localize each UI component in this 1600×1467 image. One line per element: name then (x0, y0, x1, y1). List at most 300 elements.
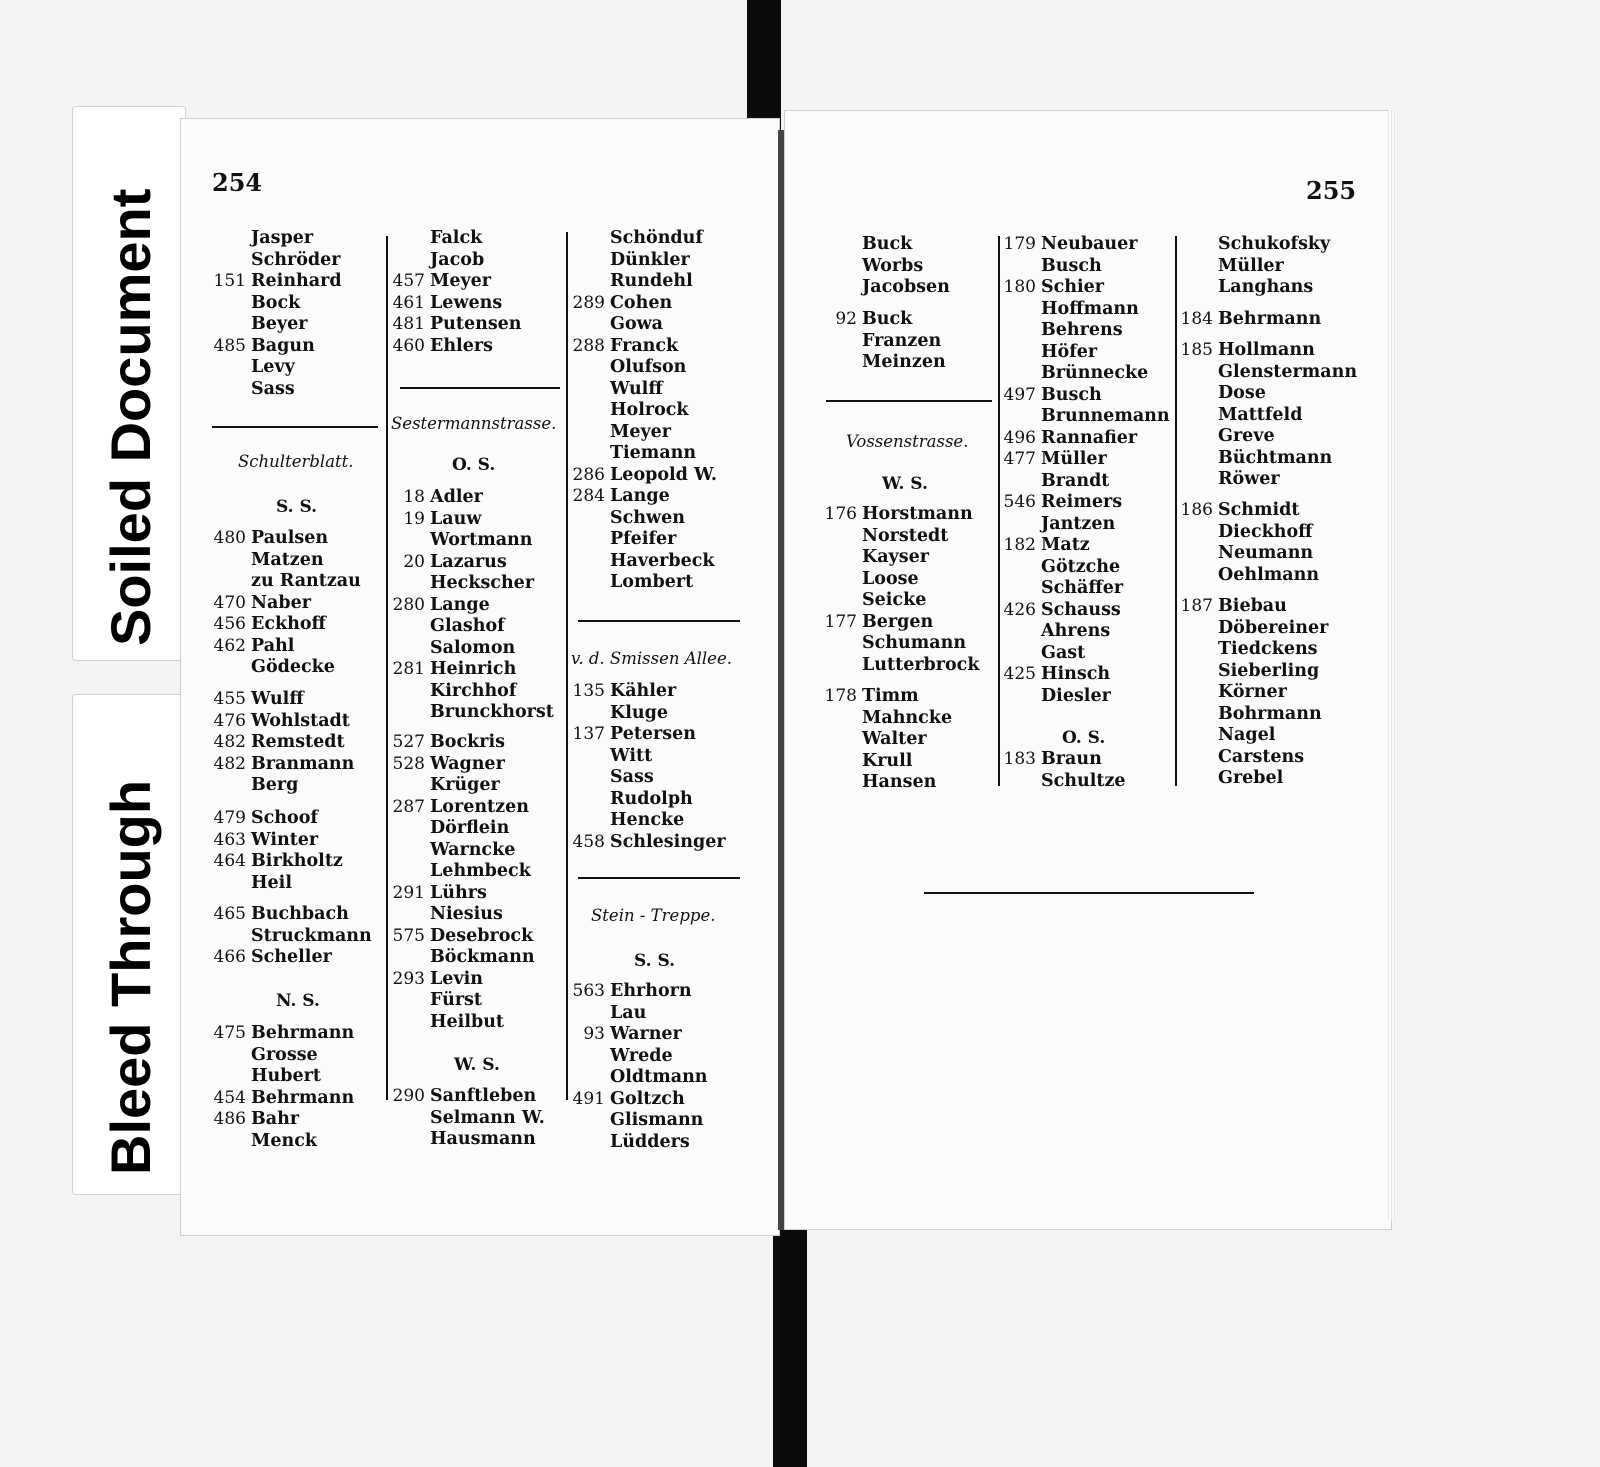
house-number: 187 (1180, 596, 1213, 616)
right-page-number: 255 (1306, 176, 1357, 205)
resident-name: Behrmann (1218, 309, 1322, 329)
resident-name: Lüdders (610, 1131, 690, 1152)
directory-entry (430, 818, 535, 840)
resident-name: Levin (430, 968, 483, 989)
column-divider (386, 236, 388, 1100)
resident-name: Schmidt (1218, 500, 1300, 520)
resident-name: Dünkler (610, 249, 690, 270)
resident-name: Lührs (430, 882, 487, 903)
resident-name: Tiemann (610, 443, 697, 463)
resident-name: Dieckhoff (1218, 521, 1313, 542)
directory-entry (392, 732, 535, 754)
directory-entry (213, 808, 343, 830)
resident-name: Gowa (610, 314, 664, 334)
directory-entry (862, 751, 952, 773)
resident-name: Braun (1041, 749, 1102, 769)
resident-name: Nagel (1218, 725, 1276, 745)
resident-name: Berg (251, 775, 299, 795)
resident-name: Bahr (251, 1109, 300, 1129)
directory-entry (251, 1131, 354, 1153)
resident-name: Kirchhof (430, 680, 517, 701)
house-number: 482 (213, 732, 246, 752)
resident-name: Holrock (610, 400, 689, 420)
resident-name: Schröder (251, 249, 341, 270)
directory-entry (1218, 256, 1330, 278)
resident-name: Hoffmann (1041, 298, 1139, 319)
house-number: 20 (403, 551, 425, 572)
house-number: 496 (1003, 427, 1036, 448)
directory-entry (1041, 363, 1170, 385)
directory-entry (403, 508, 554, 531)
directory-entry (610, 400, 717, 422)
directory-entry (1218, 704, 1328, 726)
directory-entry (862, 352, 946, 374)
resident-name: Meyer (430, 271, 492, 291)
directory-entry (430, 638, 554, 660)
directory-entry (1041, 299, 1170, 321)
column-5-block-2 (1003, 749, 1126, 792)
house-number: 461 (392, 292, 425, 313)
left-page-number: 254 (212, 168, 263, 197)
directory-entry (1003, 749, 1126, 771)
resident-name: Bockris (430, 732, 505, 752)
resident-name: Matzen (251, 549, 324, 570)
directory-entry (392, 1086, 545, 1108)
directory-entry (610, 529, 717, 551)
book-gutter (778, 130, 784, 1230)
street-heading: Stein - Treppe. (591, 906, 716, 925)
house-number: 475 (213, 1023, 246, 1043)
resident-name: Schumann (862, 633, 967, 653)
section-rule (578, 620, 740, 622)
resident-name: Böckmann (430, 947, 535, 967)
house-number: 151 (213, 271, 246, 291)
directory-entry (1003, 234, 1170, 256)
resident-name: Lehmbeck (430, 861, 531, 881)
house-number: 182 (1003, 535, 1036, 555)
directory-entry (610, 703, 726, 725)
resident-name: Wortmann (430, 530, 533, 550)
resident-name: Langhans (1218, 277, 1314, 297)
resident-name: Schukofsky (1218, 234, 1331, 254)
directory-entry (430, 228, 522, 250)
directory-entry (862, 277, 950, 299)
directory-entry (1180, 309, 1322, 331)
directory-entry (1218, 448, 1357, 470)
resident-name: Kayser (862, 547, 929, 567)
resident-name: Schwen (610, 507, 685, 528)
directory-entry (572, 335, 717, 358)
resident-name: zu Rantzau (251, 571, 361, 591)
column-4-block-3 (824, 504, 980, 676)
house-number: 93 (583, 1024, 605, 1044)
directory-entry (610, 357, 717, 379)
directory-entry (572, 292, 717, 315)
column-divider (998, 236, 1000, 786)
column-1-block-4 (213, 808, 343, 894)
resident-name: Menck (251, 1130, 318, 1151)
resident-name: Hansen (862, 772, 937, 792)
directory-entry (213, 592, 361, 615)
resident-name: Beyer (251, 314, 308, 334)
resident-name: Buck (862, 309, 913, 329)
directory-entry (213, 335, 342, 358)
resident-name: Lorentzen (430, 796, 529, 817)
resident-name: Eckhoff (251, 614, 326, 634)
column-6-block-2 (1180, 309, 1322, 331)
resident-name: Lutterbrock (862, 654, 980, 675)
directory-entry (610, 422, 717, 444)
house-number: 176 (824, 504, 857, 524)
house-number: 284 (572, 486, 605, 506)
directory-entry (572, 486, 717, 508)
resident-name: Brandt (1041, 470, 1110, 491)
resident-name: Krüger (430, 775, 500, 795)
directory-entry (1180, 596, 1328, 618)
resident-name: Schönduf (610, 228, 703, 248)
resident-name: Heil (251, 872, 292, 893)
directory-entry (430, 681, 554, 703)
resident-name: Lauw (430, 508, 482, 529)
directory-entry (572, 831, 726, 854)
side-heading: S. S. (634, 951, 676, 971)
resident-name: Wulff (610, 378, 663, 399)
directory-entry (392, 925, 535, 948)
resident-name: Kähler (610, 681, 677, 701)
directory-entry (1041, 471, 1170, 493)
section-rule (212, 426, 378, 428)
directory-entry (430, 861, 535, 883)
directory-entry (1041, 342, 1170, 364)
directory-entry (251, 775, 354, 797)
house-number: 477 (1003, 449, 1036, 469)
directory-entry (1003, 664, 1170, 686)
section-rule (924, 892, 1254, 894)
directory-entry (430, 1012, 535, 1034)
resident-name: Matz (1041, 535, 1090, 555)
house-number: 454 (213, 1087, 246, 1108)
column-divider (1175, 236, 1177, 786)
directory-entry (430, 947, 535, 969)
resident-name: Neubauer (1041, 234, 1138, 254)
resident-name: Schauss (1041, 599, 1121, 620)
house-number: 135 (572, 681, 605, 701)
house-number: 178 (824, 686, 857, 706)
directory-entry (403, 487, 554, 509)
directory-entry (1003, 449, 1170, 471)
resident-name: Meyer (610, 421, 672, 442)
side-heading: O. S. (452, 455, 496, 475)
directory-entry (1218, 661, 1328, 683)
resident-name: Ahrens (1041, 621, 1111, 641)
resident-name: Lewens (430, 292, 503, 313)
resident-name: Wrede (610, 1045, 673, 1066)
house-number: 463 (213, 829, 246, 850)
directory-entry (1218, 362, 1357, 384)
soiled-document-label: Soiled Document (99, 188, 162, 646)
resident-name: Worbs (862, 255, 924, 276)
directory-entry (251, 250, 342, 272)
directory-entry (1003, 277, 1170, 299)
house-number: 458 (572, 831, 605, 852)
column-2-block-3 (392, 732, 535, 1033)
resident-name: Schoof (251, 808, 318, 828)
resident-name: Schier (1041, 277, 1105, 297)
resident-name: Brünnecke (1041, 363, 1149, 383)
resident-name: Petersen (610, 724, 696, 744)
resident-name: Pfeifer (610, 529, 677, 549)
section-rule (400, 387, 560, 389)
directory-entry (392, 271, 522, 293)
directory-entry (251, 314, 342, 336)
directory-entry (610, 443, 717, 465)
directory-entry (1041, 256, 1170, 278)
resident-name: Leopold W. (610, 464, 718, 485)
directory-entry (1003, 427, 1170, 450)
resident-name: Jasper (251, 228, 314, 248)
resident-name: Hollmann (1218, 340, 1315, 360)
resident-name: Paulsen (251, 528, 329, 548)
directory-entry (430, 530, 554, 552)
resident-name: Grebel (1218, 768, 1284, 788)
resident-name: Behrens (1041, 320, 1123, 340)
house-number: 476 (213, 710, 246, 731)
house-number: 18 (403, 487, 425, 507)
resident-name: Dörflein (430, 818, 510, 838)
directory-entry (430, 250, 522, 272)
directory-entry (213, 1109, 354, 1131)
house-number: 465 (213, 904, 246, 924)
directory-entry (610, 810, 726, 832)
directory-entry (824, 504, 979, 526)
side-heading: W. S. (454, 1055, 500, 1075)
resident-name: Oehlmann (1218, 564, 1320, 585)
directory-entry (862, 772, 952, 794)
column-3-block-3 (572, 981, 708, 1153)
house-number: 528 (392, 753, 425, 774)
resident-name: Glashof (430, 616, 505, 636)
directory-entry (251, 926, 372, 948)
resident-name: Krull (862, 750, 913, 771)
directory-entry (610, 379, 717, 401)
directory-entry (610, 508, 717, 530)
house-number: 426 (1003, 599, 1036, 620)
resident-name: Brunnemann (1041, 406, 1170, 426)
house-number: 462 (213, 635, 246, 656)
resident-name: Reinhard (251, 271, 342, 291)
resident-name: Mattfeld (1218, 404, 1303, 425)
resident-name: Schlesinger (610, 831, 726, 852)
directory-entry (1218, 543, 1319, 565)
directory-entry (610, 551, 717, 573)
directory-entry (610, 746, 726, 768)
house-number: 563 (572, 981, 605, 1001)
directory-entry (1041, 578, 1170, 600)
resident-name: Sass (610, 767, 654, 787)
directory-entry (430, 840, 535, 862)
resident-name: Franck (610, 335, 679, 356)
directory-entry (610, 314, 717, 336)
directory-entry (251, 657, 361, 679)
directory-entry (1218, 725, 1328, 747)
house-number: 491 (572, 1088, 605, 1109)
resident-name: Wagner (430, 753, 505, 774)
resident-name: Olufson (610, 357, 687, 377)
directory-entry (251, 357, 342, 379)
directory-entry (1218, 639, 1328, 661)
resident-name: Röwer (1218, 469, 1280, 489)
directory-entry (213, 689, 354, 711)
resident-name: Carstens (1218, 746, 1305, 767)
directory-entry (213, 851, 343, 873)
directory-entry (862, 547, 979, 569)
directory-entry (1041, 557, 1170, 579)
resident-name: Lau (610, 1002, 647, 1023)
side-heading: W. S. (882, 474, 928, 494)
directory-entry (392, 594, 554, 617)
column-6-block-1 (1218, 234, 1330, 299)
column-4-block-4 (824, 686, 953, 794)
house-number: 546 (1003, 492, 1036, 512)
resident-name: Warncke (430, 839, 516, 860)
resident-name: Putensen (430, 314, 522, 334)
resident-name: Norstedt (862, 525, 949, 546)
house-number: 289 (572, 292, 605, 313)
resident-name: Busch (1041, 384, 1102, 405)
resident-name: Rundehl (610, 271, 693, 291)
resident-name: Sieberling (1218, 660, 1320, 681)
house-number: 460 (392, 335, 425, 356)
directory-entry (1003, 535, 1170, 557)
directory-entry (610, 1067, 708, 1089)
directory-entry (1041, 320, 1170, 342)
column-1-block-3 (213, 689, 355, 797)
resident-name: Jacobsen (862, 277, 950, 297)
directory-entry (835, 309, 946, 331)
resident-name: Niesius (430, 904, 503, 924)
resident-name: Diesler (1041, 685, 1111, 706)
directory-entry (824, 686, 952, 708)
directory-entry (213, 829, 343, 852)
directory-entry (572, 464, 718, 487)
directory-entry (610, 789, 726, 811)
house-number: 485 (213, 335, 246, 356)
directory-entry (213, 614, 361, 636)
house-number: 466 (213, 947, 246, 967)
resident-name: Heilbut (430, 1011, 505, 1032)
directory-entry (1218, 522, 1319, 544)
resident-name: Schultze (1041, 770, 1126, 791)
directory-entry (610, 1046, 708, 1068)
directory-entry (1041, 621, 1170, 643)
resident-name: Timm (862, 686, 919, 706)
directory-entry (1003, 492, 1170, 514)
house-number: 288 (572, 335, 605, 356)
house-number: 287 (392, 796, 425, 817)
resident-name: Levy (251, 357, 295, 377)
house-number: 456 (213, 614, 246, 634)
directory-entry (251, 571, 361, 593)
directory-entry (392, 292, 522, 315)
directory-entry (213, 753, 355, 776)
directory-entry (610, 572, 717, 594)
resident-name: Franzen (862, 330, 942, 351)
column-3-block-2 (572, 681, 726, 853)
directory-entry (1218, 469, 1357, 491)
directory-entry (430, 904, 535, 926)
directory-entry (862, 708, 952, 730)
directory-entry (862, 569, 979, 591)
resident-name: Müller (1041, 449, 1107, 469)
street-heading: Sestermannstrasse. (391, 414, 557, 433)
resident-name: Lazarus (430, 551, 507, 572)
directory-entry (392, 335, 522, 358)
resident-name: Winter (251, 829, 319, 850)
resident-name: Rudolph (610, 788, 693, 809)
house-number: 480 (213, 528, 246, 548)
binding-strip-bottom (773, 1228, 807, 1467)
resident-name: Döbereiner (1218, 617, 1329, 638)
resident-name: Lange (430, 594, 490, 615)
house-number: 291 (392, 882, 425, 903)
directory-entry (430, 1129, 545, 1151)
resident-name: Neumann (1218, 543, 1314, 563)
resident-name: Falck (430, 228, 483, 248)
side-heading: N. S. (276, 991, 320, 1011)
directory-entry (610, 250, 717, 272)
resident-name: Cohen (610, 292, 673, 313)
directory-entry (862, 331, 946, 353)
resident-name: Ehrhorn (610, 981, 692, 1001)
column-1-block-5 (213, 904, 372, 969)
resident-name: Gast (1041, 642, 1086, 663)
column-2-block-1 (392, 228, 522, 357)
directory-entry (610, 767, 726, 789)
resident-name: Dose (1218, 383, 1266, 403)
directory-entry (1180, 340, 1357, 362)
house-number: 575 (392, 925, 425, 946)
house-number: 497 (1003, 384, 1036, 405)
directory-entry (583, 1024, 708, 1046)
resident-name: Horstmann (862, 504, 973, 524)
resident-name: Höfer (1041, 341, 1098, 362)
resident-name: Desebrock (430, 925, 534, 946)
resident-name: Greve (1218, 426, 1275, 446)
house-number: 180 (1003, 277, 1036, 297)
directory-entry (572, 981, 708, 1003)
resident-name: Körner (1218, 682, 1287, 702)
resident-name: Birkholtz (251, 851, 343, 871)
bleed-through-label: Bleed Through (99, 779, 162, 1175)
directory-entry (213, 1023, 355, 1045)
directory-entry (392, 796, 535, 819)
directory-entry (1218, 383, 1357, 405)
resident-name: Haverbeck (610, 550, 715, 571)
column-4-block-1 (862, 234, 950, 299)
directory-entry (1218, 565, 1319, 587)
resident-name: Bergen (862, 611, 934, 632)
directory-entry (610, 1110, 708, 1132)
side-heading: O. S. (1062, 728, 1106, 748)
house-number: 281 (392, 659, 425, 679)
resident-name: Goltzch (610, 1088, 685, 1109)
resident-name: Glenstermann (1218, 361, 1358, 382)
resident-name: Heckscher (430, 573, 535, 593)
resident-name: Wulff (251, 689, 304, 709)
directory-entry (213, 528, 361, 550)
resident-name: Glismann (610, 1110, 704, 1130)
resident-name: Büchtmann (1218, 447, 1333, 468)
